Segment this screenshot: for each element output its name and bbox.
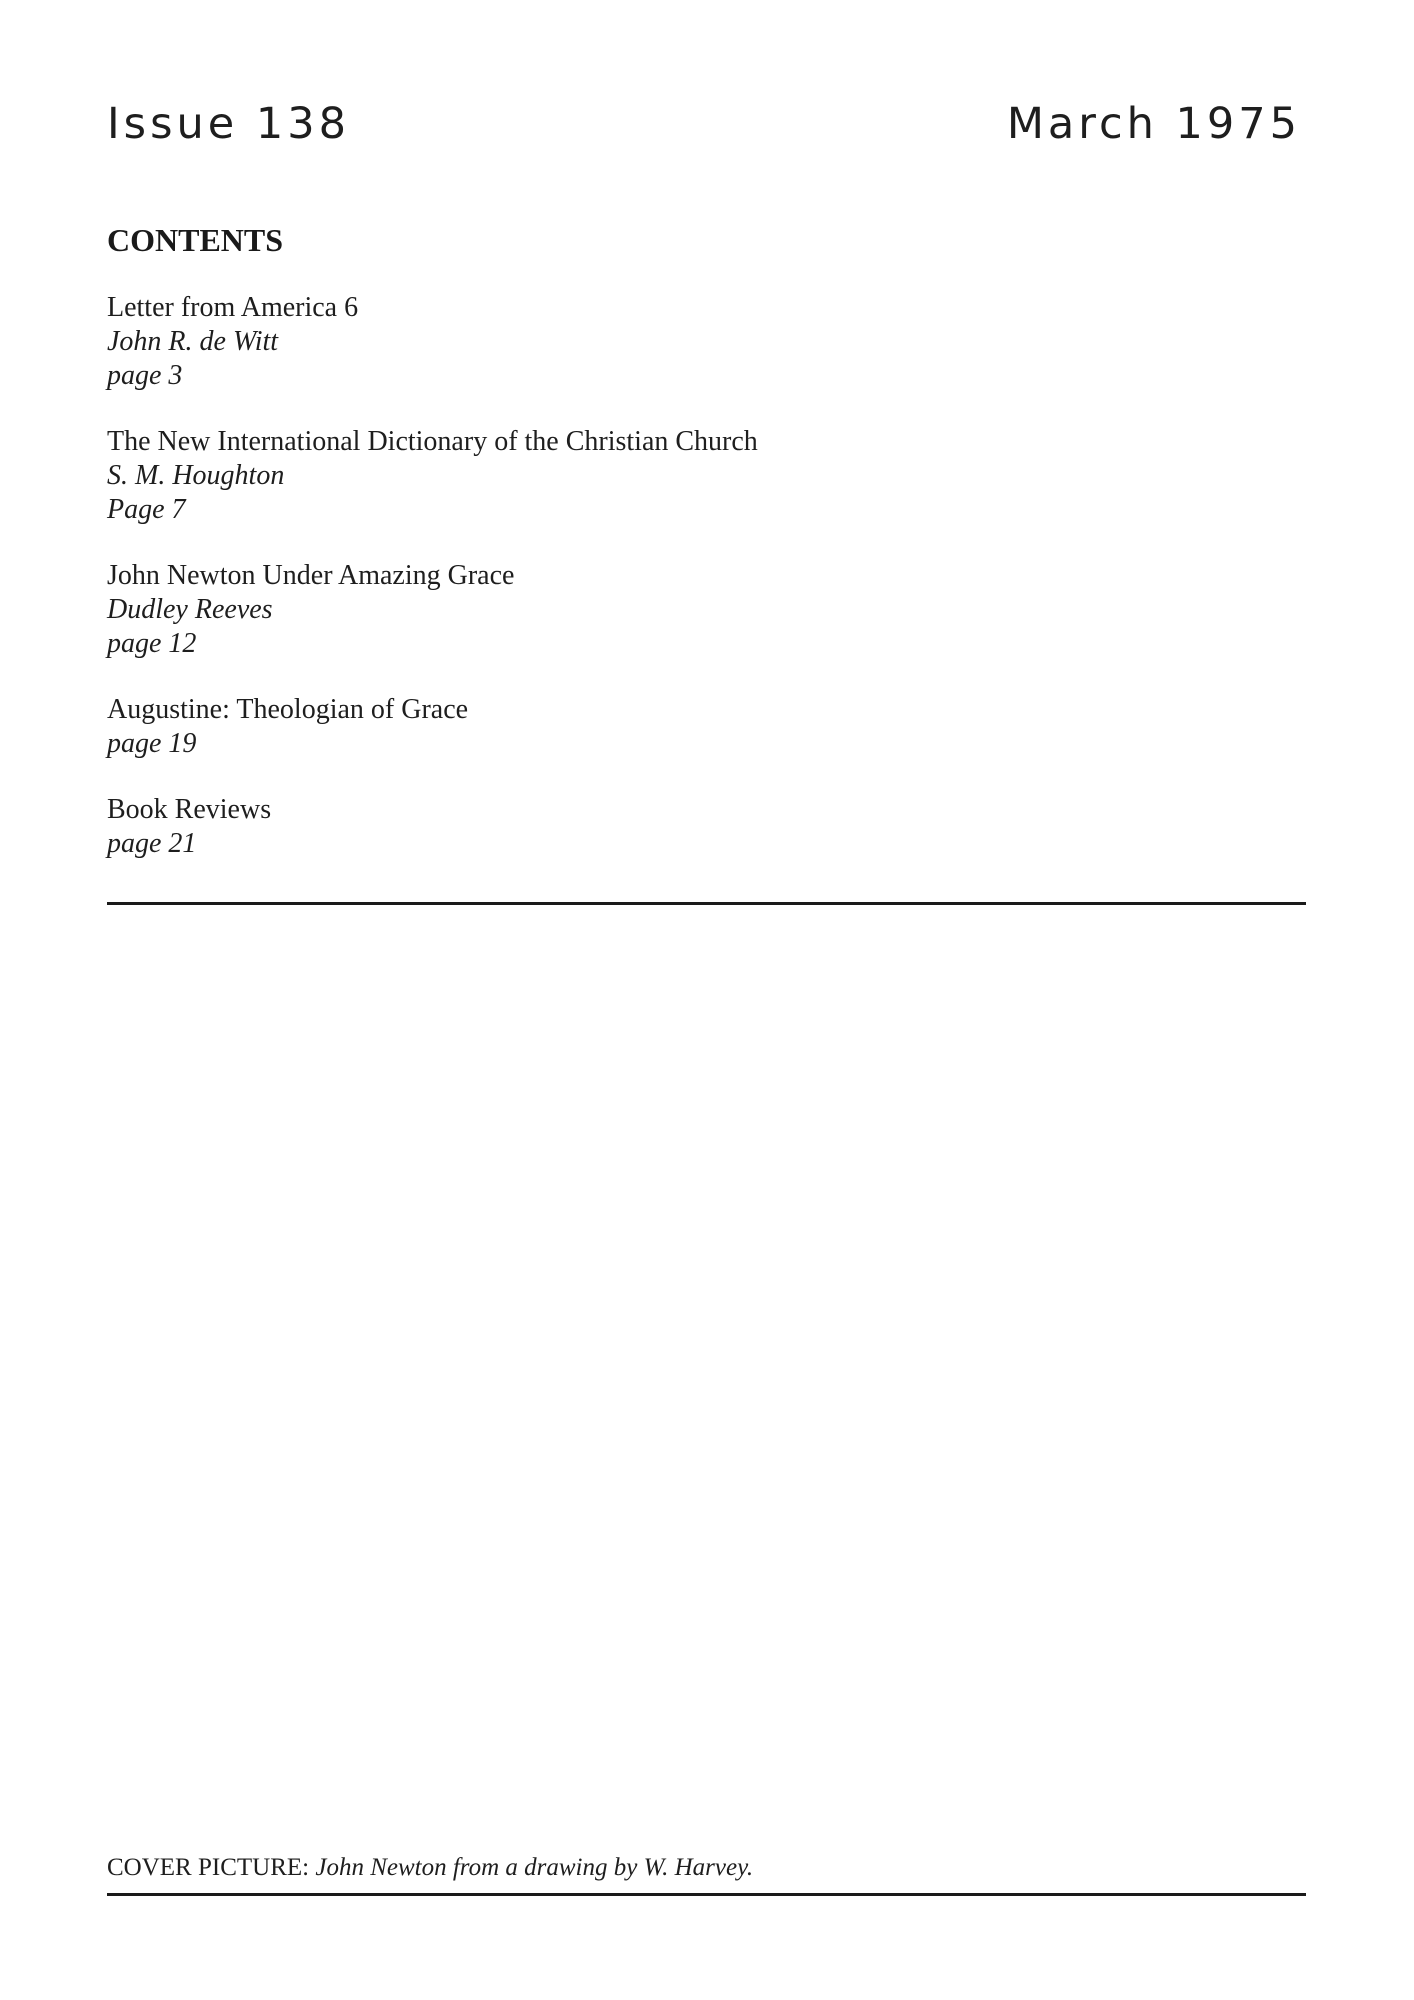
toc-entry-title: Augustine: Theologian of Grace <box>107 694 469 725</box>
cover-picture-caption <box>107 1852 753 1884</box>
issue-date: March 1975 <box>1006 99 1301 149</box>
toc-entry-page: page 12 <box>107 628 197 659</box>
toc-entry-book-reviews <box>107 793 1307 861</box>
toc-entry-page: page 21 <box>107 828 197 859</box>
footer-divider <box>107 1893 1306 1896</box>
toc-entry-title: John Newton Under Amazing Grace <box>107 560 515 591</box>
toc-entry-letter-from-america <box>107 291 1307 393</box>
toc-entry-page: Page 7 <box>107 494 186 525</box>
toc-entry-dictionary <box>107 425 1307 527</box>
toc-entry-author: John R. de Witt <box>107 326 279 357</box>
toc-entry-title: Letter from America 6 <box>107 292 359 323</box>
issue-number: Issue 138 <box>107 99 350 149</box>
cover-picture-label: COVER PICTURE: <box>107 1854 310 1881</box>
toc-entry-title: The New International Dictionary of the Christian Church <box>107 426 758 457</box>
toc-entry-author: S. M. Houghton <box>107 460 285 491</box>
contents-divider <box>107 902 1306 905</box>
toc-entry-page: page 19 <box>107 728 197 759</box>
toc-entry-augustine <box>107 693 1307 761</box>
table-of-contents <box>107 291 1307 893</box>
toc-entry-author: Dudley Reeves <box>107 594 273 625</box>
cover-picture-description: John Newton from a drawing by W. Harvey. <box>315 1854 754 1881</box>
toc-entry-page: page 3 <box>107 360 183 391</box>
contents-heading: CONTENTS <box>107 222 284 258</box>
toc-entry-title: Book Reviews <box>107 794 272 825</box>
toc-entry-john-newton <box>107 559 1307 661</box>
